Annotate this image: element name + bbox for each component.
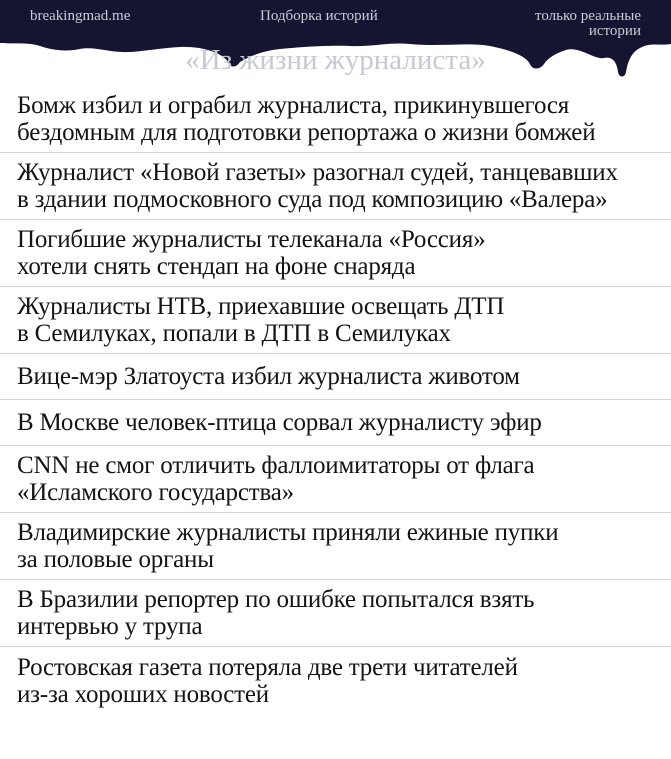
story-item[interactable] — [0, 513, 671, 580]
story-item[interactable] — [0, 580, 671, 647]
story-item[interactable] — [0, 153, 671, 220]
story-text: В Москве человек-птица сорвал журналисту эфир — [17, 409, 542, 436]
story-item[interactable] — [0, 647, 671, 714]
story-item[interactable] — [0, 220, 671, 287]
tagline — [535, 9, 641, 39]
page-title: «Из жизни журналиста» — [185, 44, 486, 76]
story-text: Журналисты НТВ, приехавшие освещать ДТП в Семилуках, попали в ДТП в Семилуках — [17, 293, 505, 347]
story-text: Ростовская газета потеряла две трети читателей из-за хороших новостей — [17, 653, 518, 708]
header-banner — [0, 0, 671, 80]
story-text: В Бразилии репортер по ошибке попытался взять интервью у трупа — [17, 586, 535, 640]
story-text: Вице-мэр Златоуста избил журналиста животом — [17, 363, 520, 390]
story-item[interactable] — [0, 354, 671, 400]
story-item[interactable] — [0, 287, 671, 354]
story-item[interactable] — [0, 86, 671, 153]
story-item[interactable] — [0, 400, 671, 446]
story-text: CNN не смог отличить фаллоимитаторы от флага «Исламского государства» — [17, 452, 535, 506]
collection-label: Подборка историй — [260, 8, 378, 24]
story-text: Погибшие журналисты телеканала «Россия» хотели снять стендап на фоне снаряда — [17, 226, 486, 280]
story-text: Бомж избил и ограбил журналиста, прикинувшегося бездомным для подготовки репортажа о жизни бомжей — [17, 92, 596, 146]
site-name[interactable]: breakingmad.me — [30, 8, 131, 24]
story-list — [0, 86, 671, 714]
story-text: Журналист «Новой газеты» разогнал судей, танцевавших в здании подмосковного суда под композицию «Валера» — [17, 159, 618, 213]
tagline-text: только реальные истории — [535, 8, 641, 39]
story-item[interactable] — [0, 446, 671, 513]
story-text: Владимирские журналисты приняли ежиные пупки за половые органы — [17, 519, 559, 573]
